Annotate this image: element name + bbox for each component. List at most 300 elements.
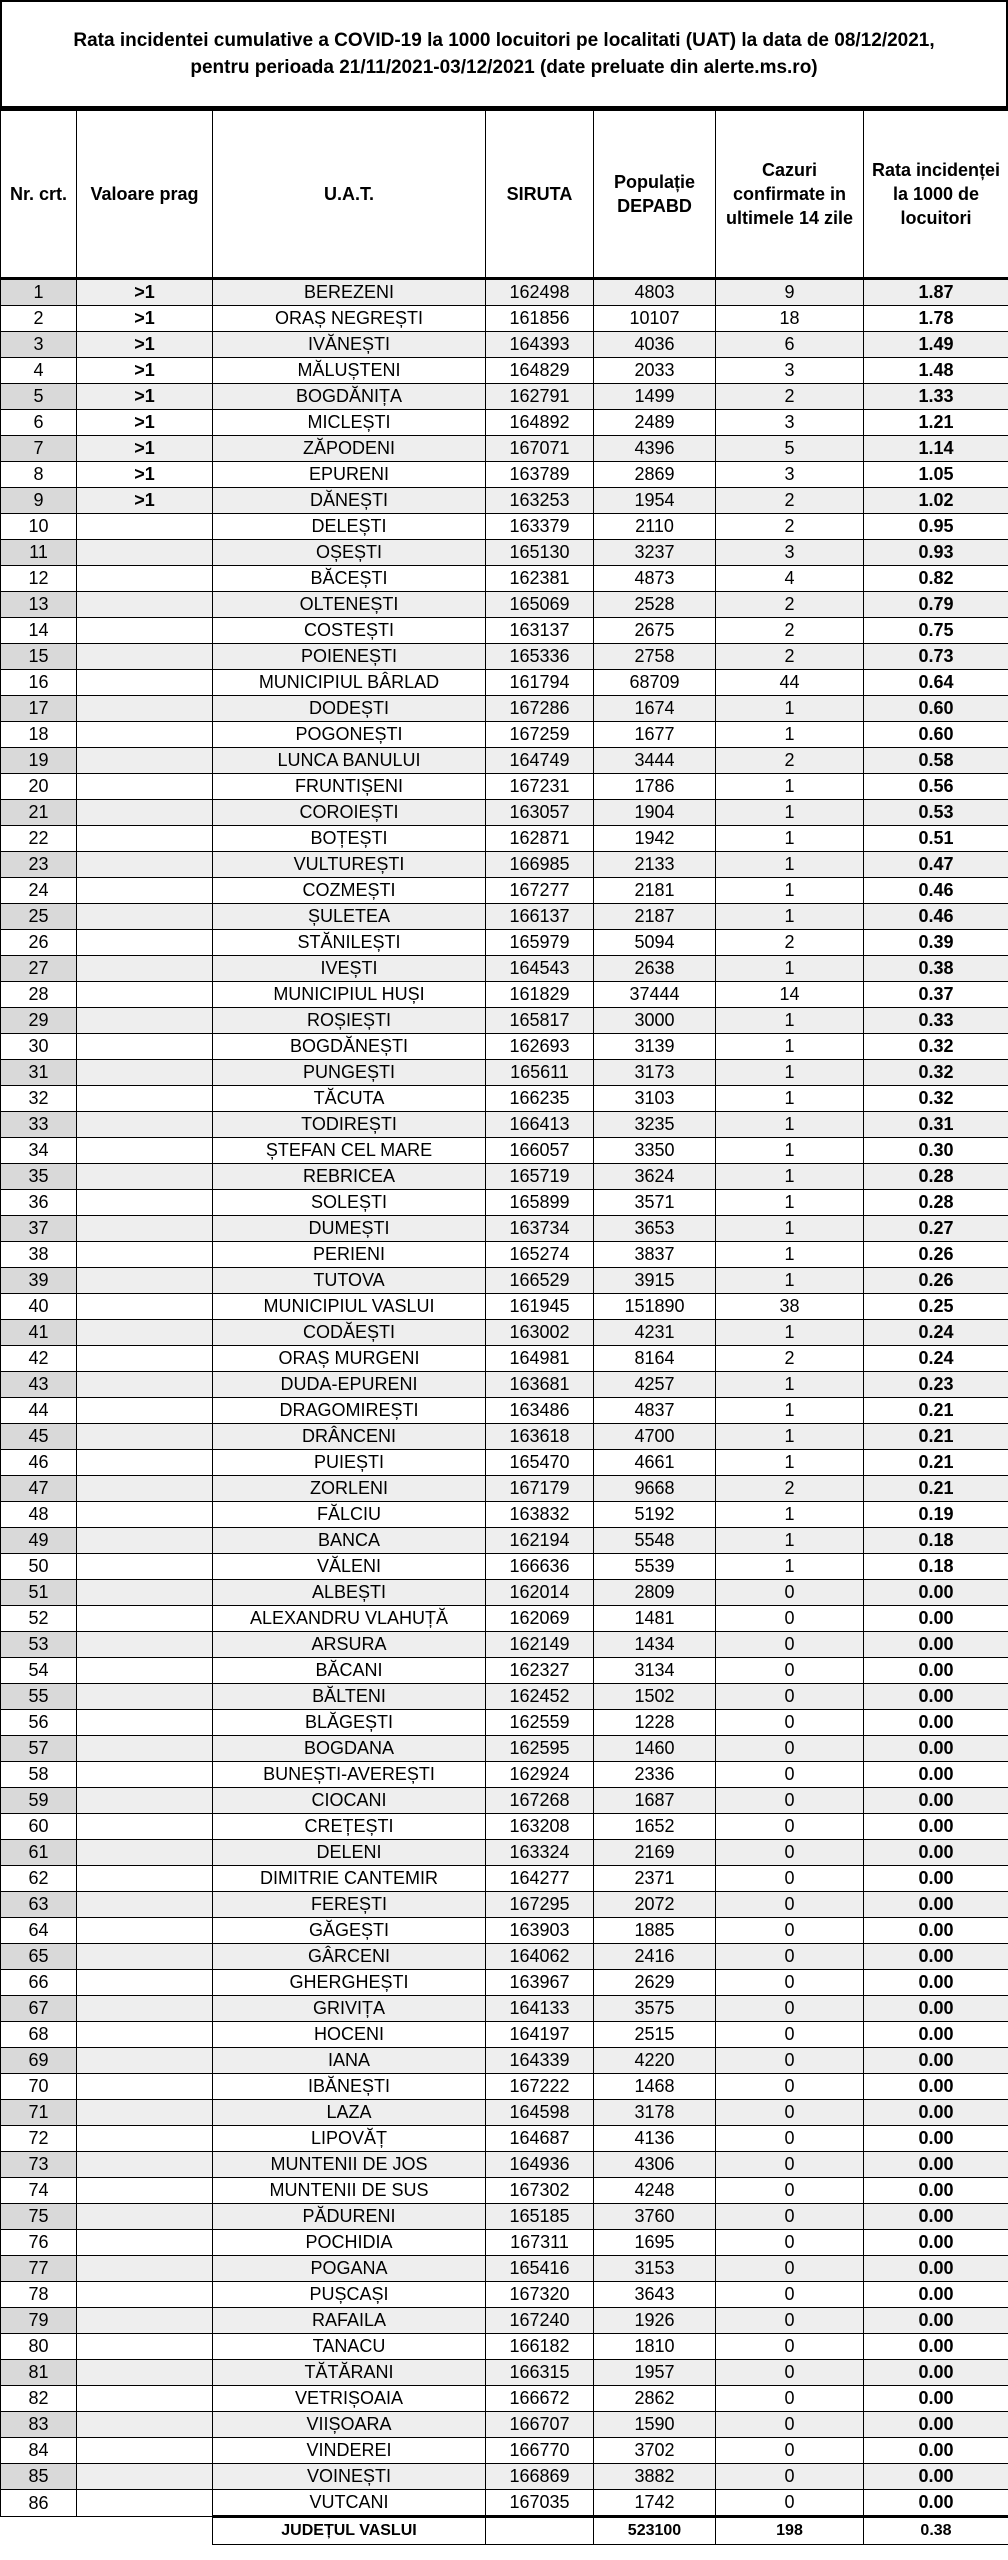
- cell-populatie: 4248: [594, 2178, 716, 2204]
- cell-siruta: 163208: [486, 1814, 594, 1840]
- cell-cazuri: 0: [716, 1684, 864, 1710]
- cell-prag: [77, 1086, 213, 1112]
- cell-uat: PUNGEȘTI: [213, 1060, 486, 1086]
- cell-nr: 51: [1, 1580, 77, 1606]
- cell-rata: 0.32: [864, 1060, 1008, 1086]
- cell-populatie: 5192: [594, 1502, 716, 1528]
- table-row: [1, 1892, 1008, 1918]
- cell-uat: VULTUREȘTI: [213, 852, 486, 878]
- cell-populatie: 1687: [594, 1788, 716, 1814]
- cell-siruta: 162327: [486, 1658, 594, 1684]
- cell-populatie: 3571: [594, 1190, 716, 1216]
- cell-prag: [77, 618, 213, 644]
- cell-nr: 10: [1, 514, 77, 540]
- cell-nr: 45: [1, 1424, 77, 1450]
- cell-cazuri: 1: [716, 800, 864, 826]
- cell-cazuri: 1: [716, 774, 864, 800]
- cell-uat: BANCA: [213, 1528, 486, 1554]
- cell-uat: POCHIDIA: [213, 2230, 486, 2256]
- cell-cazuri: 0: [716, 1944, 864, 1970]
- cell-siruta: 167231: [486, 774, 594, 800]
- cell-prag: [77, 1788, 213, 1814]
- cell-rata: 0.60: [864, 696, 1008, 722]
- table-row: [1, 722, 1008, 748]
- cell-nr: 75: [1, 2204, 77, 2230]
- cell-rata: 0.46: [864, 878, 1008, 904]
- cell-cazuri: 9: [716, 279, 864, 306]
- cell-cazuri: 0: [716, 2334, 864, 2360]
- cell-nr: 83: [1, 2412, 77, 2438]
- cell-siruta: 165470: [486, 1450, 594, 1476]
- table-row: [1, 2256, 1008, 2282]
- cell-prag: [77, 1008, 213, 1034]
- cell-uat: BOȚEȘTI: [213, 826, 486, 852]
- cell-populatie: 5548: [594, 1528, 716, 1554]
- cell-nr: 47: [1, 1476, 77, 1502]
- table-row: [1, 1112, 1008, 1138]
- cell-uat: ALBEȘTI: [213, 1580, 486, 1606]
- cell-siruta: 162924: [486, 1762, 594, 1788]
- cell-prag: [77, 1372, 213, 1398]
- cell-rata: 0.00: [864, 2412, 1008, 2438]
- cell-prag: [77, 1138, 213, 1164]
- cell-siruta: 164197: [486, 2022, 594, 2048]
- cell-cazuri: 0: [716, 2100, 864, 2126]
- cell-populatie: 4700: [594, 1424, 716, 1450]
- cell-populatie: 4306: [594, 2152, 716, 2178]
- cell-rata: 0.23: [864, 1372, 1008, 1398]
- cell-cazuri: 1: [716, 1450, 864, 1476]
- cell-prag: [77, 1346, 213, 1372]
- cell-uat: MICLEȘTI: [213, 410, 486, 436]
- cell-uat: LAZA: [213, 2100, 486, 2126]
- cell-rata: 0.00: [864, 2308, 1008, 2334]
- cell-siruta: 167179: [486, 1476, 594, 1502]
- cell-prag: [77, 2022, 213, 2048]
- cell-prag: [77, 1580, 213, 1606]
- cell-populatie: 2416: [594, 1944, 716, 1970]
- cell-cazuri: 38: [716, 1294, 864, 1320]
- cell-uat: BĂLTENI: [213, 1684, 486, 1710]
- cell-uat: ROȘIEȘTI: [213, 1008, 486, 1034]
- cell-populatie: 3103: [594, 1086, 716, 1112]
- cell-siruta: 166707: [486, 2412, 594, 2438]
- cell-rata: 0.25: [864, 1294, 1008, 1320]
- cell-uat: IANA: [213, 2048, 486, 2074]
- cell-prag: [77, 1216, 213, 1242]
- cell-rata: 0.00: [864, 2048, 1008, 2074]
- cell-populatie: 3702: [594, 2438, 716, 2464]
- cell-cazuri: 0: [716, 1580, 864, 1606]
- cell-siruta: 166137: [486, 904, 594, 930]
- cell-siruta: 164062: [486, 1944, 594, 1970]
- cell-prag: [77, 826, 213, 852]
- cell-cazuri: 1: [716, 956, 864, 982]
- cell-populatie: 2862: [594, 2386, 716, 2412]
- cell-populatie: 2072: [594, 1892, 716, 1918]
- cell-uat: CREȚEȘTI: [213, 1814, 486, 1840]
- cell-uat: PERIENI: [213, 1242, 486, 1268]
- cell-uat: PUȘCAȘI: [213, 2282, 486, 2308]
- cell-uat: MUNICIPIUL VASLUI: [213, 1294, 486, 1320]
- cell-siruta: 164687: [486, 2126, 594, 2152]
- cell-prag: [77, 1632, 213, 1658]
- cell-prag: [77, 1554, 213, 1580]
- cell-populatie: 1942: [594, 826, 716, 852]
- table-row: [1, 1294, 1008, 1320]
- cell-uat: VINDEREI: [213, 2438, 486, 2464]
- cell-rata: 0.53: [864, 800, 1008, 826]
- cell-rata: 0.37: [864, 982, 1008, 1008]
- cell-cazuri: 1: [716, 1060, 864, 1086]
- cell-nr: 21: [1, 800, 77, 826]
- cell-prag: [77, 2126, 213, 2152]
- table-row: [1, 1086, 1008, 1112]
- cell-prag: [77, 2464, 213, 2490]
- cell-rata: 0.00: [864, 2178, 1008, 2204]
- cell-nr: 38: [1, 1242, 77, 1268]
- cell-rata: 0.28: [864, 1190, 1008, 1216]
- cell-nr: 80: [1, 2334, 77, 2360]
- cell-cazuri: 6: [716, 332, 864, 358]
- cell-siruta: 166636: [486, 1554, 594, 1580]
- cell-nr: 17: [1, 696, 77, 722]
- cell-cazuri: 0: [716, 1892, 864, 1918]
- cell-prag: [77, 1996, 213, 2022]
- cell-cazuri: 1: [716, 1034, 864, 1060]
- cell-rata: 0.24: [864, 1320, 1008, 1346]
- cell-prag: [77, 1840, 213, 1866]
- cell-prag: [77, 1606, 213, 1632]
- cell-rata: 0.30: [864, 1138, 1008, 1164]
- cell-siruta: 165336: [486, 644, 594, 670]
- cell-rata: 0.21: [864, 1424, 1008, 1450]
- cell-populatie: 3882: [594, 2464, 716, 2490]
- cell-uat: PUIEȘTI: [213, 1450, 486, 1476]
- cell-siruta: 163832: [486, 1502, 594, 1528]
- cell-siruta: 164892: [486, 410, 594, 436]
- cell-cazuri: 0: [716, 2178, 864, 2204]
- cell-rata: 0.00: [864, 1632, 1008, 1658]
- cell-nr: 26: [1, 930, 77, 956]
- cell-rata: 1.87: [864, 279, 1008, 306]
- cell-cazuri: 2: [716, 644, 864, 670]
- cell-populatie: 2181: [594, 878, 716, 904]
- cell-uat: FRUNTIȘENI: [213, 774, 486, 800]
- cell-cazuri: 0: [716, 1762, 864, 1788]
- cell-uat: FEREȘTI: [213, 1892, 486, 1918]
- cell-uat: DUDA-EPURENI: [213, 1372, 486, 1398]
- cell-rata: 0.47: [864, 852, 1008, 878]
- cell-siruta: 161856: [486, 306, 594, 332]
- cell-siruta: 167286: [486, 696, 594, 722]
- cell-uat: RAFAILA: [213, 2308, 486, 2334]
- cell-populatie: 4661: [594, 1450, 716, 1476]
- cell-populatie: 1695: [594, 2230, 716, 2256]
- table-row: [1, 1008, 1008, 1034]
- table-row: [1, 2412, 1008, 2438]
- cell-siruta: 165130: [486, 540, 594, 566]
- cell-rata: 0.39: [864, 930, 1008, 956]
- table-row: [1, 1268, 1008, 1294]
- cell-nr: 9: [1, 488, 77, 514]
- cell-cazuri: 1: [716, 696, 864, 722]
- cell-rata: 0.21: [864, 1476, 1008, 1502]
- cell-siruta: 166869: [486, 2464, 594, 2490]
- cell-prag: [77, 2438, 213, 2464]
- cell-prag: [77, 2256, 213, 2282]
- table-row: [1, 2360, 1008, 2386]
- cell-populatie: 2187: [594, 904, 716, 930]
- cell-nr: 74: [1, 2178, 77, 2204]
- cell-nr: 61: [1, 1840, 77, 1866]
- cell-uat: BĂCANI: [213, 1658, 486, 1684]
- table-row: [1, 774, 1008, 800]
- cell-cazuri: 1: [716, 1372, 864, 1398]
- cell-populatie: 1460: [594, 1736, 716, 1762]
- cell-populatie: 4837: [594, 1398, 716, 1424]
- cell-uat: CIOCANI: [213, 1788, 486, 1814]
- incidence-table: [0, 108, 1008, 2545]
- cell-cazuri: 14: [716, 982, 864, 1008]
- cell-prag: [77, 2282, 213, 2308]
- cell-rata: 0.00: [864, 2282, 1008, 2308]
- cell-rata: 0.00: [864, 1840, 1008, 1866]
- cell-prag: [77, 2360, 213, 2386]
- cell-nr: 58: [1, 1762, 77, 1788]
- report-title-line-1: Rata incidentei cumulative a COVID-19 la 1000 locuitori pe localitati (UAT) la data de 08/12/2021,: [73, 30, 935, 51]
- cell-populatie: 3760: [594, 2204, 716, 2230]
- cell-siruta: 163681: [486, 1372, 594, 1398]
- table-row: [1, 1658, 1008, 1684]
- cell-rata: 0.00: [864, 1866, 1008, 1892]
- cell-prag: [77, 2308, 213, 2334]
- table-row: [1, 1970, 1008, 1996]
- cell-populatie: 2110: [594, 514, 716, 540]
- cell-siruta: 162069: [486, 1606, 594, 1632]
- cell-siruta: 167240: [486, 2308, 594, 2334]
- table-body: [1, 279, 1008, 2517]
- table-row: [1, 2230, 1008, 2256]
- cell-populatie: 1954: [594, 488, 716, 514]
- cell-nr: 7: [1, 436, 77, 462]
- table-row: [1, 2386, 1008, 2412]
- table-row: [1, 2490, 1008, 2517]
- cell-populatie: 2869: [594, 462, 716, 488]
- cell-siruta: 163618: [486, 1424, 594, 1450]
- cell-uat: TODIREȘTI: [213, 1112, 486, 1138]
- cell-prag: [77, 1918, 213, 1944]
- cell-populatie: 1957: [594, 2360, 716, 2386]
- table-row: [1, 592, 1008, 618]
- table-row: [1, 332, 1008, 358]
- cell-nr: 63: [1, 1892, 77, 1918]
- cell-prag: [77, 514, 213, 540]
- cell-prag: [77, 1814, 213, 1840]
- cell-siruta: 162452: [486, 1684, 594, 1710]
- cell-nr: 73: [1, 2152, 77, 2178]
- cell-siruta: 166182: [486, 2334, 594, 2360]
- table-row: [1, 540, 1008, 566]
- header-prag: Valoare prag: [77, 110, 213, 279]
- cell-rata: 0.00: [864, 2230, 1008, 2256]
- cell-uat: GĂGEȘTI: [213, 1918, 486, 1944]
- total-siruta: [486, 2517, 594, 2545]
- cell-populatie: 1742: [594, 2490, 716, 2517]
- cell-uat: IVĂNEȘTI: [213, 332, 486, 358]
- table-row: [1, 1164, 1008, 1190]
- cell-cazuri: 1: [716, 904, 864, 930]
- cell-uat: ZĂPODENI: [213, 436, 486, 462]
- cell-populatie: 2809: [594, 1580, 716, 1606]
- cell-populatie: 1502: [594, 1684, 716, 1710]
- cell-rata: 0.32: [864, 1034, 1008, 1060]
- cell-prag: [77, 1736, 213, 1762]
- cell-cazuri: 1: [716, 1502, 864, 1528]
- cell-cazuri: 1: [716, 1528, 864, 1554]
- cell-siruta: 161829: [486, 982, 594, 1008]
- table-row: [1, 748, 1008, 774]
- cell-nr: 40: [1, 1294, 77, 1320]
- cell-uat: DĂNEȘTI: [213, 488, 486, 514]
- table-row: [1, 1788, 1008, 1814]
- cell-siruta: 161794: [486, 670, 594, 696]
- cell-uat: ORAȘ MURGENI: [213, 1346, 486, 1372]
- cell-rata: 0.24: [864, 1346, 1008, 1372]
- table-row: [1, 566, 1008, 592]
- cell-nr: 15: [1, 644, 77, 670]
- cell-nr: 5: [1, 384, 77, 410]
- cell-rata: 0.26: [864, 1242, 1008, 1268]
- cell-populatie: 4396: [594, 436, 716, 462]
- cell-prag: [77, 2412, 213, 2438]
- cell-cazuri: 0: [716, 1970, 864, 1996]
- table-row: [1, 2126, 1008, 2152]
- cell-cazuri: 1: [716, 1268, 864, 1294]
- cell-populatie: 3153: [594, 2256, 716, 2282]
- cell-cazuri: 0: [716, 1918, 864, 1944]
- cell-siruta: 165274: [486, 1242, 594, 1268]
- cell-uat: BLĂGEȘTI: [213, 1710, 486, 1736]
- cell-populatie: 3350: [594, 1138, 716, 1164]
- cell-prag: [77, 852, 213, 878]
- cell-uat: BEREZENI: [213, 279, 486, 306]
- cell-rata: 0.00: [864, 1580, 1008, 1606]
- table-row: [1, 306, 1008, 332]
- cell-nr: 3: [1, 332, 77, 358]
- cell-populatie: 5539: [594, 1554, 716, 1580]
- cell-nr: 84: [1, 2438, 77, 2464]
- cell-nr: 72: [1, 2126, 77, 2152]
- cell-populatie: 5094: [594, 930, 716, 956]
- total-uat: JUDEȚUL VASLUI: [213, 2517, 486, 2545]
- cell-uat: BOGDĂNEȘTI: [213, 1034, 486, 1060]
- table-row: [1, 1814, 1008, 1840]
- cell-cazuri: 0: [716, 2464, 864, 2490]
- cell-rata: 0.64: [864, 670, 1008, 696]
- table-row: [1, 1476, 1008, 1502]
- cell-rata: 1.49: [864, 332, 1008, 358]
- cell-cazuri: 1: [716, 1112, 864, 1138]
- cell-siruta: 167302: [486, 2178, 594, 2204]
- cell-rata: 0.79: [864, 592, 1008, 618]
- cell-siruta: 162194: [486, 1528, 594, 1554]
- cell-prag: [77, 904, 213, 930]
- cell-uat: DELEȘTI: [213, 514, 486, 540]
- cell-siruta: 167222: [486, 2074, 594, 2100]
- cell-uat: ȘULETEA: [213, 904, 486, 930]
- cell-uat: POGANA: [213, 2256, 486, 2282]
- cell-cazuri: 1: [716, 1138, 864, 1164]
- cell-uat: OLTENEȘTI: [213, 592, 486, 618]
- cell-siruta: 165899: [486, 1190, 594, 1216]
- cell-nr: 70: [1, 2074, 77, 2100]
- cell-populatie: 3173: [594, 1060, 716, 1086]
- cell-prag: >1: [77, 488, 213, 514]
- table-row: [1, 800, 1008, 826]
- header-cazuri: Cazuri confirmate in ultimele 14 zile: [716, 110, 864, 279]
- cell-siruta: 162595: [486, 1736, 594, 1762]
- total-cazuri: 198: [716, 2517, 864, 2545]
- cell-cazuri: 0: [716, 2152, 864, 2178]
- table-row: [1, 2048, 1008, 2074]
- table-row: [1, 1762, 1008, 1788]
- cell-rata: 0.51: [864, 826, 1008, 852]
- cell-prag: [77, 1060, 213, 1086]
- cell-rata: 0.95: [864, 514, 1008, 540]
- table-row: [1, 904, 1008, 930]
- cell-cazuri: 4: [716, 566, 864, 592]
- cell-rata: 0.31: [864, 1112, 1008, 1138]
- cell-nr: 50: [1, 1554, 77, 1580]
- cell-cazuri: 0: [716, 2074, 864, 2100]
- cell-populatie: 3178: [594, 2100, 716, 2126]
- cell-uat: VETRIȘOAIA: [213, 2386, 486, 2412]
- cell-siruta: 164981: [486, 1346, 594, 1372]
- table-row: [1, 696, 1008, 722]
- cell-cazuri: 2: [716, 618, 864, 644]
- cell-siruta: 164829: [486, 358, 594, 384]
- cell-nr: 66: [1, 1970, 77, 1996]
- cell-cazuri: 2: [716, 748, 864, 774]
- cell-nr: 12: [1, 566, 77, 592]
- cell-cazuri: 0: [716, 1866, 864, 1892]
- table-row: [1, 1450, 1008, 1476]
- table-row: [1, 618, 1008, 644]
- cell-siruta: 165979: [486, 930, 594, 956]
- table-row: [1, 1372, 1008, 1398]
- cell-nr: 32: [1, 1086, 77, 1112]
- cell-cazuri: 0: [716, 1658, 864, 1684]
- table-row: [1, 1528, 1008, 1554]
- cell-prag: [77, 1502, 213, 1528]
- cell-nr: 52: [1, 1606, 77, 1632]
- cell-nr: 44: [1, 1398, 77, 1424]
- cell-uat: VOINEȘTI: [213, 2464, 486, 2490]
- cell-prag: [77, 1450, 213, 1476]
- cell-prag: [77, 2386, 213, 2412]
- cell-siruta: 164393: [486, 332, 594, 358]
- cell-cazuri: 0: [716, 1814, 864, 1840]
- table-row: [1, 644, 1008, 670]
- cell-siruta: 167277: [486, 878, 594, 904]
- cell-cazuri: 0: [716, 2126, 864, 2152]
- cell-nr: 41: [1, 1320, 77, 1346]
- cell-cazuri: 3: [716, 540, 864, 566]
- total-populatie: 523100: [594, 2517, 716, 2545]
- table-row: [1, 2152, 1008, 2178]
- cell-cazuri: 3: [716, 358, 864, 384]
